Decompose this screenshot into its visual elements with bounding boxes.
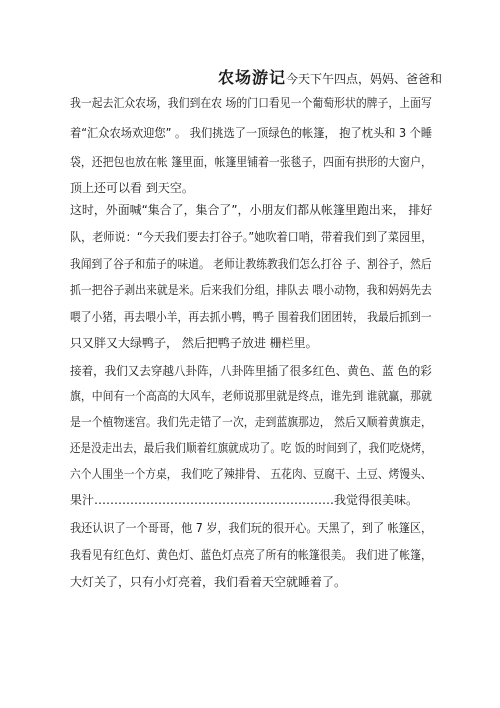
text-line: 抓一把谷子剥出来就是米。后来我们分组，排队去 喂小动物，我和妈妈先去 — [70, 283, 432, 297]
text-line: 我闻到了谷子和茄子的味道。 老师让教练教我们怎么打谷 子、割谷子，然后 — [70, 257, 432, 271]
text-line: 果汁……………………………………………………我觉得很美味。 — [70, 493, 419, 507]
text-line: 这时，外面喊“集合了，集合了”，小朋友们都从帐篷里跑出来， 排好 — [70, 203, 433, 217]
text-line: 袋，还把包也放在帐 篷里面，帐篷里铺着一张毯子，四面有拱形的大窗户， — [70, 155, 432, 169]
title-line — [70, 66, 443, 90]
text-line: 旗，中间有一个高高的大风车，老师说那里就是终点，谁先到 谁就赢，那就 — [70, 389, 432, 403]
text-line: 顶上还可以看 到天空。 — [70, 181, 194, 195]
text-line: 我还认识了一个哥哥，他 7 岁，我们玩的很开心。天黑了，到了 帐篷区， — [70, 521, 433, 535]
text-line: 喂了小猪，再去喂小羊，再去抓小鸭，鸭子 围着我们团团转， 我最后抓到一 — [70, 310, 432, 324]
text-line: 着“汇众农场欢迎您” 。 我们挑选了一顶绿色的帐篷， 抱了枕头和 3 个睡 — [70, 126, 433, 140]
text-line: 队，老师说：“今天我们要去打谷子。”她吹着口哨，带着我们到了菜园里， — [70, 230, 433, 244]
text-line: 接着，我们又去穿越八卦阵，八卦阵里插了很多红色、黄色、蓝 色的彩 — [70, 364, 432, 378]
text-line: 还是没走出去，最后我们顺着红旗就成功了。吃 饭的时间到了，我们吃烧烤， — [70, 441, 432, 455]
title-line-text: 今天下午四点，妈妈、爸爸和 — [286, 72, 443, 86]
text-line: 大灯关了，只有小灯亮着，我们看着天空就睡着了。 — [70, 575, 347, 589]
text-line: 是一个植物迷宫。我们先走错了一次，走到蓝旗那边， 然后又顺着黄旗走， — [70, 415, 432, 429]
text-line: 我看见有红色灯、黄色灯、蓝色灯点亮了所有的帐篷很美。 我们进了帐篷， — [70, 548, 432, 562]
text-line: 六个人围坐一个方桌， 我们吃了辣排骨、 五花肉、豆腐干、土豆、烤馒头、 — [70, 467, 432, 481]
text-line: 我一起去汇众农场，我们到在农 场的门口看见一个葡萄形状的牌子，上面写 — [70, 96, 432, 110]
text-line: 只又胖又大绿鸭子， 然后把鸭子放进 栅栏里。 — [70, 336, 318, 350]
document-title: 农场游记 — [218, 68, 287, 87]
